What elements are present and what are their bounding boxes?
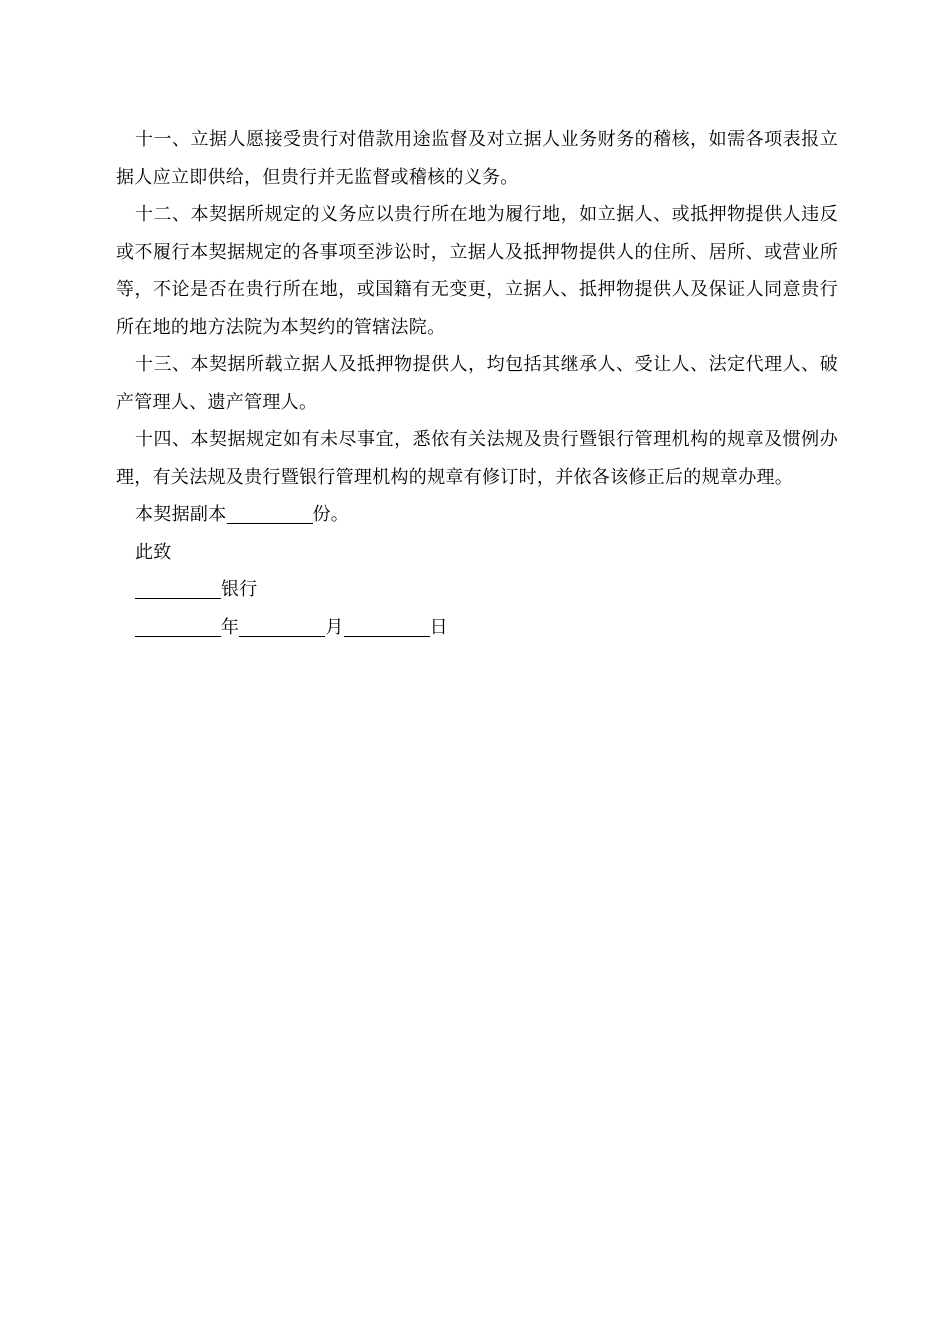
copies-suffix: 份。 [312, 504, 350, 525]
salutation-line: 此致 [135, 541, 172, 563]
bank-name-blank [135, 576, 221, 599]
clause-11: 十一、立据人愿接受贵行对借款用途监督及对立据人业务财务的稽核，如需各项表报立据人应立即供给，但贵行并无监督或稽核的义务。 [116, 129, 838, 188]
document-body [116, 121, 838, 646]
day-blank [344, 614, 430, 637]
copies-line [116, 496, 838, 534]
bank-suffix: 银行 [221, 579, 258, 600]
copies-blank [227, 501, 313, 524]
clause-14: 十四、本契据规定如有未尽事宜，悉依有关法规及贵行暨银行管理机构的规章及惯例办理，有关法规及贵行暨银行管理机构的规章有修订时，并依各该修正后的规章办理。 [116, 429, 838, 488]
bank-line [116, 571, 838, 609]
copies-prefix: 本契据副本 [135, 504, 227, 525]
month-label: 月 [325, 616, 344, 638]
year-blank [135, 614, 221, 637]
clause-12: 十二、本契据所规定的义务应以贵行所在地为履行地，如立据人、或抵押物提供人违反或不履行本契据规定的各事项至涉讼时，立据人及抵押物提供人的住所、居所、或营业所等，不论是否在贵行所在地，或国籍有无变更，立据人、抵押物提供人及保证人同意贵行所在地的地方法院为本契约的管辖法院。 [116, 204, 838, 338]
month-blank [239, 614, 325, 637]
year-label: 年 [221, 616, 240, 638]
clause-13: 十三、本契据所载立据人及抵押物提供人，均包括其继承人、受让人、法定代理人、破产管理人、遗产管理人。 [116, 354, 838, 413]
day-label: 日 [429, 616, 448, 638]
date-line [116, 609, 838, 647]
